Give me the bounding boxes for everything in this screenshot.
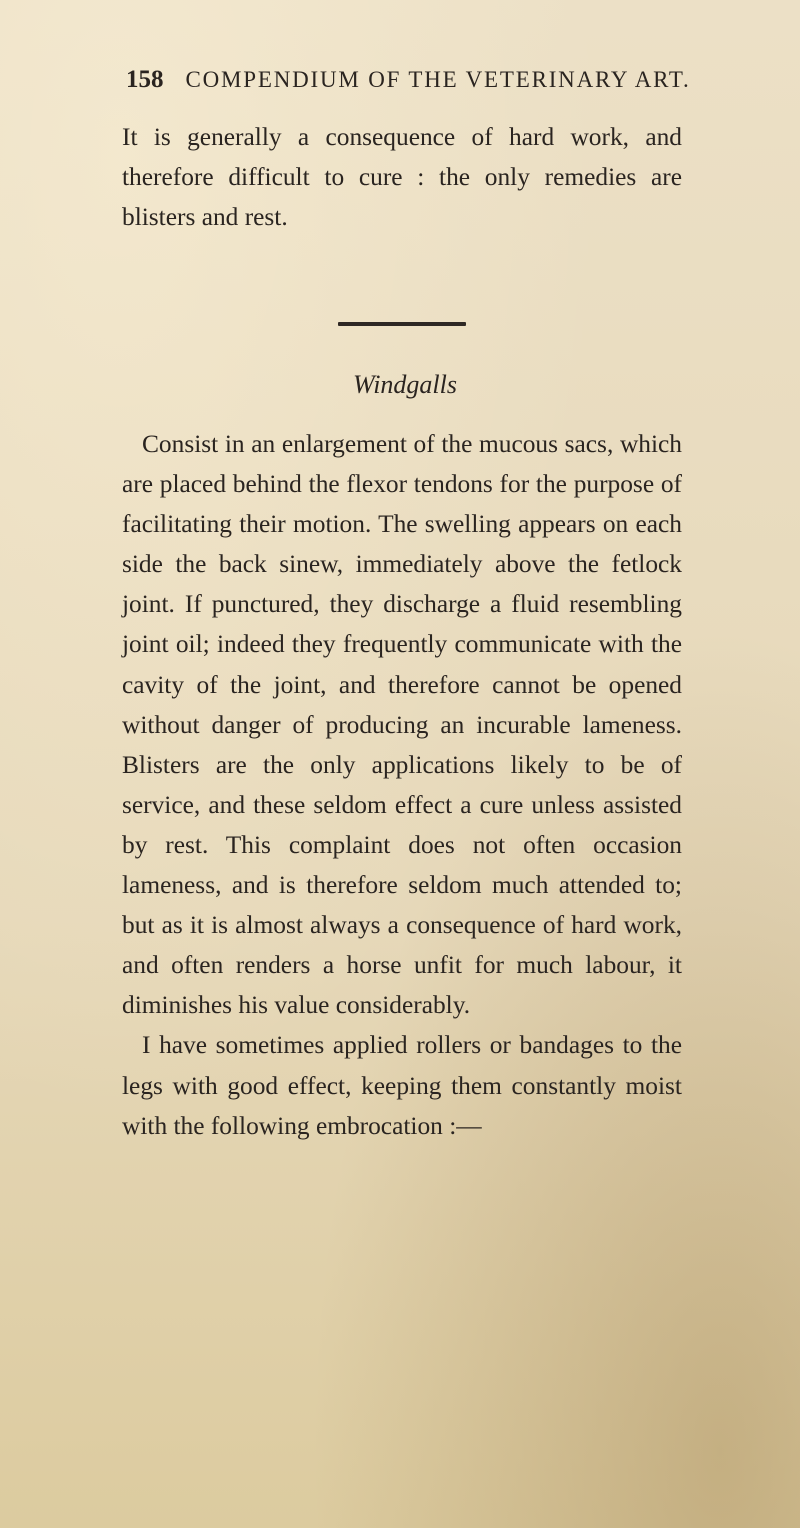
- running-head: [126, 66, 766, 94]
- intro-paragraph: It is generally a consequence of hard work, and therefore difficult to cure : the only remedies are blisters and rest.: [122, 123, 682, 232]
- section-body: [122, 424, 682, 1146]
- page-number: 158: [126, 66, 164, 93]
- section-paragraph-1: Consist in an enlargement of the mucous sacs, which are placed behind the flexor tendons for the purpose of facilitating their motion. The swelling appears on each side the back sinew, immediately above the fetlock joint. If punctured, they discharge a fluid resembling joint oil; indeed they frequently communicate with the cavity of the joint, and therefore cannot be opened without danger of producing an incurable lameness. Blisters are the only applications likely to be of service, and these seldom effect a cure unless assisted by rest. This complaint does not often occasion lameness, and is therefore seldom much attended to; but as it is almost always a consequence of hard work, and often renders a horse unfit for much labour, it diminishes his value considerably.: [122, 430, 682, 1020]
- section-paragraph-2: I have sometimes applied rollers or bandages to the legs with good effect, keeping them constantly moist with the following embrocation :—: [122, 1031, 682, 1140]
- section-divider-rule: [338, 322, 466, 326]
- section-title: Windgalls: [352, 370, 457, 399]
- running-head-title: COMPENDIUM OF THE VETERINARY ART.: [185, 67, 691, 92]
